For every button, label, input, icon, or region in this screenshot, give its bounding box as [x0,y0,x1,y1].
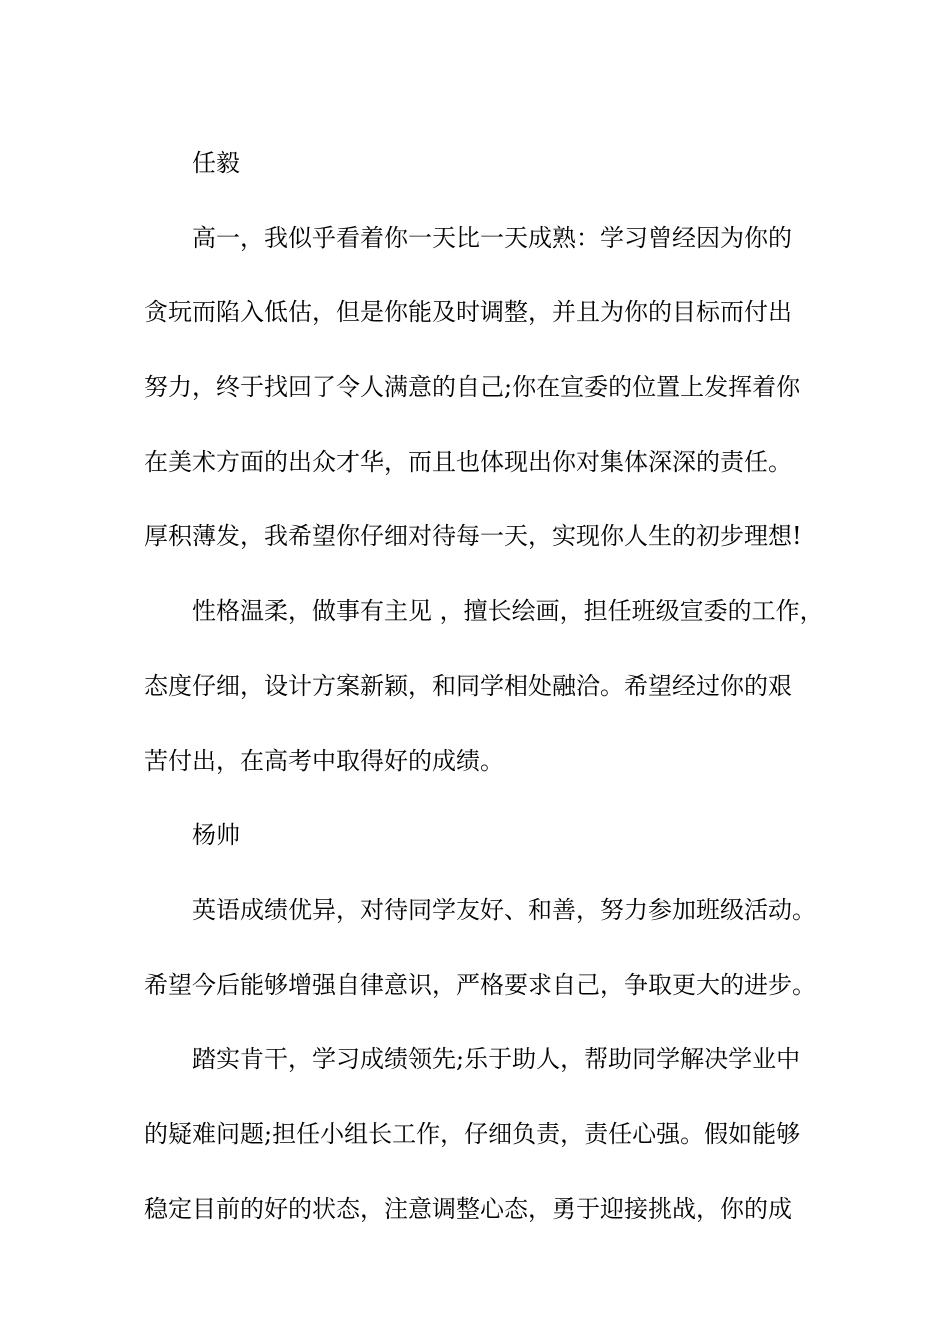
paragraph-line: 性格温柔，做事有主见 ，擅长绘画，担任班级宣委的工作， [192,597,824,626]
paragraph-line: 贪玩而陷入低估，但是你能及时调整，并且为你的目标而付出 [144,298,792,327]
paragraph-line: 稳定目前的好的状态，注意调整心态，勇于迎接挑战，你的成 [144,1194,792,1223]
student-name-heading: 任毅 [192,149,240,177]
paragraph-line: 厚积薄发，我希望你仔细对待每一天，实现你人生的初步理想! [144,522,802,551]
paragraph-line: 的疑难问题;担任小组长工作，仔细负责，责任心强。假如能够 [144,1119,801,1148]
paragraph-line: 态度仔细，设计方案新颖，和同学相处融洽。希望经过你的艰 [144,671,792,700]
paragraph-line: 英语成绩优异，对待同学友好、和善，努力参加班级活动。 [192,895,816,924]
paragraph-line: 踏实肯干，学习成绩领先;乐于助人，帮助同学解决学业中 [192,1045,801,1074]
paragraph-line: 苦付出，在高考中取得好的成绩。 [144,746,504,775]
student-name-heading: 杨帅 [192,821,240,850]
document-body [144,126,824,1246]
paragraph-line: 努力，终于找回了令人满意的自己;你在宣委的位置上发挥着你 [144,373,801,402]
paragraph-line: 希望今后能够增强自律意识，严格要求自己，争取更大的进步。 [144,970,816,999]
paragraph-line: 在美术方面的出众才华，而且也体现出你对集体深深的责任。 [144,447,792,476]
paragraph-line: 高一，我似乎看着你一天比一天成熟：学习曾经因为你的 [192,223,792,252]
